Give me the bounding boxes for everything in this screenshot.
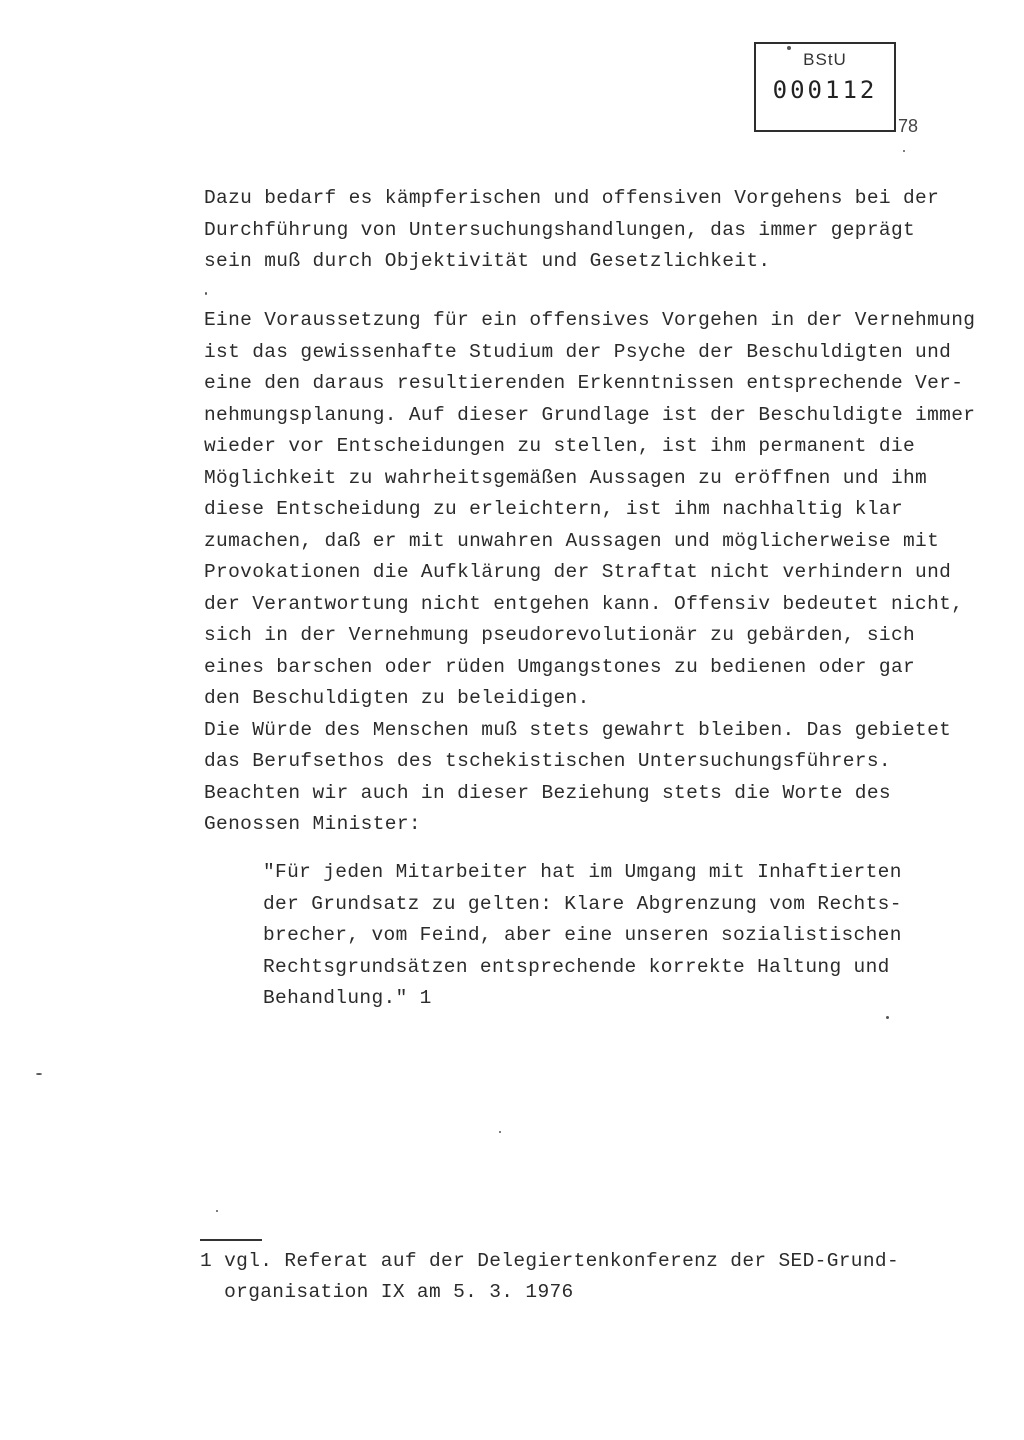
footnote: [200, 1246, 1000, 1308]
text-line: der Verantwortung nicht entgehen kann. Offensiv bedeutet nicht,: [204, 592, 964, 615]
text-line: Genossen Minister:: [204, 813, 421, 835]
quote-line: Behandlung." 1: [263, 987, 432, 1009]
text-line: Durchführung von Untersuchungshandlungen, das immer geprägt: [204, 218, 916, 241]
footnote-line: 1 vgl. Referat auf der Delegiertenkonferenz der SED-Grund-: [200, 1250, 900, 1272]
stamp-number: 000112: [772, 76, 878, 104]
scan-speck: [886, 1016, 889, 1019]
text-line: eine den daraus resultierenden Erkenntnissen entsprechende Ver-: [204, 372, 964, 394]
page-number: 78: [898, 116, 919, 136]
text-line: diese Entscheidung zu erleichtern, ist ihm nachhaltig klar: [204, 498, 904, 520]
text-line: Eine Voraussetzung für ein offensives Vorgehen in der Vernehmung: [204, 309, 976, 331]
paragraph-1: [204, 183, 1004, 278]
text-line: sein muß durch Objektivität und Gesetzlichkeit.: [204, 250, 771, 272]
archive-stamp: [754, 42, 896, 132]
text-line: Beachten wir auch in dieser Beziehung stets die Worte des: [204, 781, 891, 804]
scan-speck: [216, 1210, 218, 1212]
paragraph-2: [204, 305, 1004, 841]
footnote-divider: [200, 1239, 262, 1241]
text-line: Möglichkeit zu wahrheitsgemäßen Aussagen zu eröffnen und ihm: [204, 466, 928, 489]
quote-line: Rechtsgrundsätzen entsprechende korrekte Haltung und: [263, 955, 890, 978]
quote-line: "Für jeden Mitarbeiter hat im Umgang mit Inhaftierten: [263, 861, 902, 883]
stamp-organization: BStU: [803, 50, 847, 69]
text-line: wieder vor Entscheidungen zu stellen, ist ihm permanent die: [204, 435, 916, 457]
text-line: nehmungsplanung. Auf dieser Grundlage ist der Beschuldigte immer: [204, 403, 976, 426]
scan-speck: [36, 1073, 42, 1075]
scan-speck: [903, 150, 905, 152]
quote-line: brecher, vom Feind, aber eine unseren sozialistischen: [263, 924, 902, 946]
text-line: Die Würde des Menschen muß stets gewahrt bleiben. Das gebietet: [204, 718, 952, 741]
text-line: Provokationen die Aufklärung der Straftat nicht verhindern und: [204, 561, 952, 583]
text-line: Dazu bedarf es kämpferischen und offensiven Vorgehens bei der: [204, 187, 940, 209]
text-line: das Berufsethos des tschekistischen Untersuchungsführers.: [204, 750, 891, 772]
quote-line: der Grundsatz zu gelten: Klare Abgrenzung vom Rechts-: [263, 892, 902, 915]
scan-speck: [499, 1131, 501, 1133]
text-line: zumachen, daß er mit unwahren Aussagen und möglicherweise mit: [204, 529, 940, 552]
scan-speck: [787, 46, 791, 50]
footnote-line: organisation IX am 5. 3. 1976: [200, 1281, 574, 1303]
text-line: eines barschen oder rüden Umgangstones zu bedienen oder gar: [204, 655, 916, 678]
text-line: den Beschuldigten zu beleidigen.: [204, 687, 590, 709]
scan-speck: [205, 292, 207, 295]
text-line: sich in der Vernehmung pseudorevolutionär zu gebärden, sich: [204, 624, 916, 646]
minister-quote: [263, 857, 983, 1015]
text-line: ist das gewissenhafte Studium der Psyche der Beschuldigten und: [204, 340, 952, 363]
